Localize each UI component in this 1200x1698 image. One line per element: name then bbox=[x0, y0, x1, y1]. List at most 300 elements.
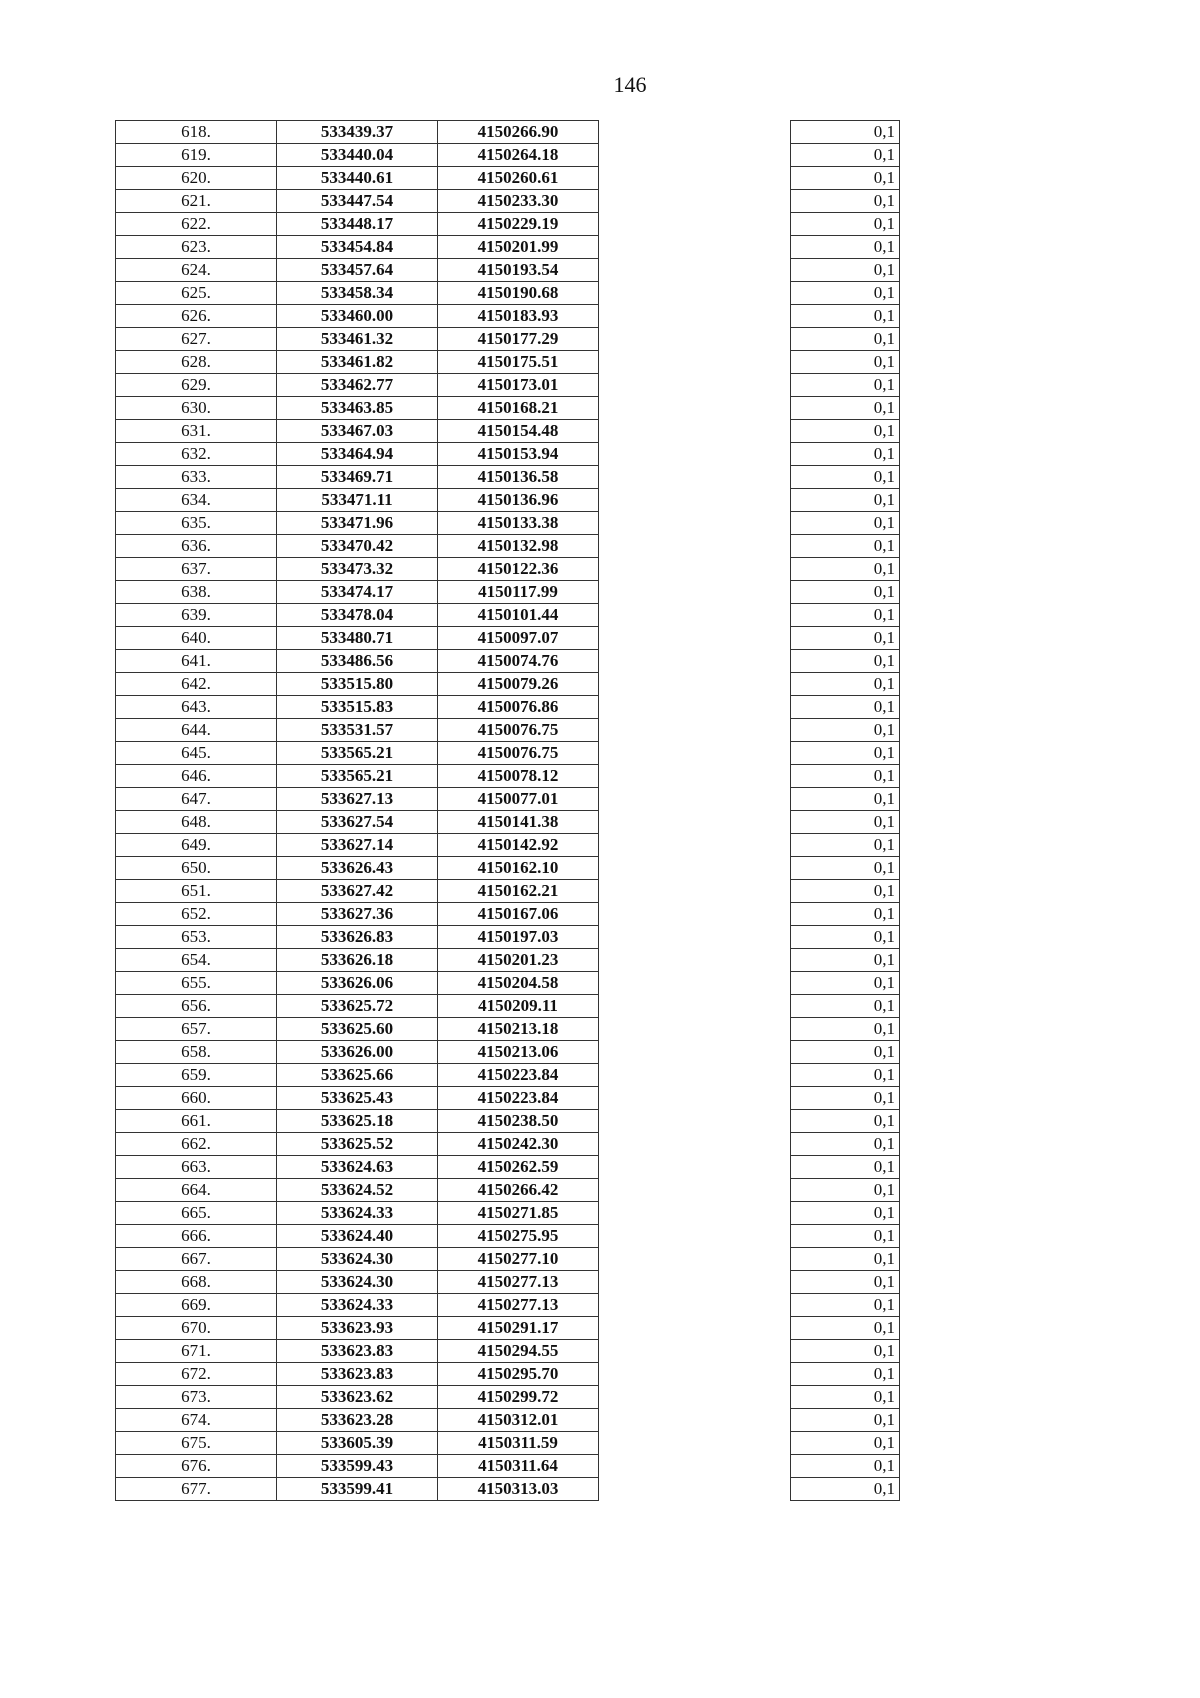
table-row bbox=[791, 1409, 900, 1432]
y-coordinate-cell: 4150078.12 bbox=[438, 765, 599, 788]
accuracy-cell: 0,1 bbox=[791, 1386, 900, 1409]
y-coordinate-cell: 4150162.10 bbox=[438, 857, 599, 880]
table-row bbox=[791, 489, 900, 512]
y-coordinate-cell: 4150201.99 bbox=[438, 236, 599, 259]
table-row bbox=[116, 1156, 599, 1179]
table-row bbox=[791, 1478, 900, 1501]
coordinates-table-body bbox=[116, 121, 599, 1501]
y-coordinate-cell: 4150141.38 bbox=[438, 811, 599, 834]
point-number-cell: 619. bbox=[116, 144, 277, 167]
y-coordinate-cell: 4150122.36 bbox=[438, 558, 599, 581]
y-coordinate-cell: 4150132.98 bbox=[438, 535, 599, 558]
y-coordinate-cell: 4150175.51 bbox=[438, 351, 599, 374]
x-coordinate-cell: 533624.30 bbox=[277, 1271, 438, 1294]
table-row bbox=[791, 466, 900, 489]
table-row bbox=[116, 1363, 599, 1386]
point-number-cell: 655. bbox=[116, 972, 277, 995]
table-row bbox=[116, 1478, 599, 1501]
table-row bbox=[116, 742, 599, 765]
table-row bbox=[116, 305, 599, 328]
y-coordinate-cell: 4150213.18 bbox=[438, 1018, 599, 1041]
table-row bbox=[116, 857, 599, 880]
accuracy-cell: 0,1 bbox=[791, 581, 900, 604]
point-number-cell: 658. bbox=[116, 1041, 277, 1064]
table-row bbox=[116, 1294, 599, 1317]
x-coordinate-cell: 533447.54 bbox=[277, 190, 438, 213]
point-number-cell: 631. bbox=[116, 420, 277, 443]
table-row bbox=[791, 581, 900, 604]
point-number-cell: 640. bbox=[116, 627, 277, 650]
point-number-cell: 624. bbox=[116, 259, 277, 282]
accuracy-cell: 0,1 bbox=[791, 926, 900, 949]
x-coordinate-cell: 533625.66 bbox=[277, 1064, 438, 1087]
x-coordinate-cell: 533623.83 bbox=[277, 1363, 438, 1386]
y-coordinate-cell: 4150313.03 bbox=[438, 1478, 599, 1501]
table-row bbox=[791, 995, 900, 1018]
accuracy-cell: 0,1 bbox=[791, 1248, 900, 1271]
point-number-cell: 656. bbox=[116, 995, 277, 1018]
table-row bbox=[116, 1432, 599, 1455]
point-number-cell: 623. bbox=[116, 236, 277, 259]
table-row bbox=[791, 420, 900, 443]
accuracy-cell: 0,1 bbox=[791, 673, 900, 696]
point-number-cell: 648. bbox=[116, 811, 277, 834]
accuracy-cell: 0,1 bbox=[791, 512, 900, 535]
y-coordinate-cell: 4150074.76 bbox=[438, 650, 599, 673]
accuracy-cell: 0,1 bbox=[791, 1018, 900, 1041]
table-row bbox=[116, 466, 599, 489]
x-coordinate-cell: 533627.14 bbox=[277, 834, 438, 857]
table-row bbox=[791, 1294, 900, 1317]
table-row bbox=[791, 627, 900, 650]
x-coordinate-cell: 533626.43 bbox=[277, 857, 438, 880]
point-number-cell: 638. bbox=[116, 581, 277, 604]
point-number-cell: 663. bbox=[116, 1156, 277, 1179]
point-number-cell: 641. bbox=[116, 650, 277, 673]
point-number-cell: 652. bbox=[116, 903, 277, 926]
accuracy-cell: 0,1 bbox=[791, 236, 900, 259]
point-number-cell: 630. bbox=[116, 397, 277, 420]
table-row bbox=[116, 1455, 599, 1478]
table-row bbox=[116, 1202, 599, 1225]
point-number-cell: 634. bbox=[116, 489, 277, 512]
table-row bbox=[116, 949, 599, 972]
y-coordinate-cell: 4150266.90 bbox=[438, 121, 599, 144]
table-row bbox=[116, 765, 599, 788]
table-row bbox=[116, 1179, 599, 1202]
table-row bbox=[791, 213, 900, 236]
table-row bbox=[116, 788, 599, 811]
point-number-cell: 620. bbox=[116, 167, 277, 190]
y-coordinate-cell: 4150076.75 bbox=[438, 742, 599, 765]
x-coordinate-cell: 533605.39 bbox=[277, 1432, 438, 1455]
table-row bbox=[116, 627, 599, 650]
table-row bbox=[791, 443, 900, 466]
table-row bbox=[116, 535, 599, 558]
table-row bbox=[116, 811, 599, 834]
x-coordinate-cell: 533460.00 bbox=[277, 305, 438, 328]
x-coordinate-cell: 533625.72 bbox=[277, 995, 438, 1018]
point-number-cell: 625. bbox=[116, 282, 277, 305]
table-row bbox=[116, 397, 599, 420]
table-row bbox=[116, 880, 599, 903]
x-coordinate-cell: 533478.04 bbox=[277, 604, 438, 627]
y-coordinate-cell: 4150136.96 bbox=[438, 489, 599, 512]
table-row bbox=[116, 719, 599, 742]
table-row bbox=[791, 1386, 900, 1409]
table-row bbox=[116, 1317, 599, 1340]
x-coordinate-cell: 533461.32 bbox=[277, 328, 438, 351]
table-row bbox=[791, 903, 900, 926]
table-row bbox=[116, 374, 599, 397]
x-coordinate-cell: 533626.00 bbox=[277, 1041, 438, 1064]
x-coordinate-cell: 533467.03 bbox=[277, 420, 438, 443]
y-coordinate-cell: 4150209.11 bbox=[438, 995, 599, 1018]
table-row bbox=[791, 374, 900, 397]
point-number-cell: 660. bbox=[116, 1087, 277, 1110]
y-coordinate-cell: 4150117.99 bbox=[438, 581, 599, 604]
point-number-cell: 645. bbox=[116, 742, 277, 765]
accuracy-cell: 0,1 bbox=[791, 765, 900, 788]
accuracy-cell: 0,1 bbox=[791, 397, 900, 420]
table-row bbox=[116, 1018, 599, 1041]
table-row bbox=[116, 351, 599, 374]
point-number-cell: 633. bbox=[116, 466, 277, 489]
table-row bbox=[791, 535, 900, 558]
table-row bbox=[791, 167, 900, 190]
y-coordinate-cell: 4150190.68 bbox=[438, 282, 599, 305]
y-coordinate-cell: 4150173.01 bbox=[438, 374, 599, 397]
y-coordinate-cell: 4150242.30 bbox=[438, 1133, 599, 1156]
table-row bbox=[791, 1202, 900, 1225]
accuracy-cell: 0,1 bbox=[791, 1133, 900, 1156]
y-coordinate-cell: 4150183.93 bbox=[438, 305, 599, 328]
y-coordinate-cell: 4150223.84 bbox=[438, 1064, 599, 1087]
point-number-cell: 659. bbox=[116, 1064, 277, 1087]
accuracy-cell: 0,1 bbox=[791, 420, 900, 443]
accuracy-cell: 0,1 bbox=[791, 1455, 900, 1478]
table-row bbox=[791, 397, 900, 420]
y-coordinate-cell: 4150311.64 bbox=[438, 1455, 599, 1478]
table-row bbox=[791, 1317, 900, 1340]
x-coordinate-cell: 533474.17 bbox=[277, 581, 438, 604]
accuracy-cell: 0,1 bbox=[791, 1110, 900, 1133]
x-coordinate-cell: 533471.11 bbox=[277, 489, 438, 512]
accuracy-cell: 0,1 bbox=[791, 351, 900, 374]
y-coordinate-cell: 4150223.84 bbox=[438, 1087, 599, 1110]
accuracy-cell: 0,1 bbox=[791, 558, 900, 581]
table-row bbox=[116, 903, 599, 926]
table-row bbox=[791, 857, 900, 880]
x-coordinate-cell: 533624.33 bbox=[277, 1202, 438, 1225]
accuracy-cell: 0,1 bbox=[791, 604, 900, 627]
table-row bbox=[791, 765, 900, 788]
x-coordinate-cell: 533626.83 bbox=[277, 926, 438, 949]
y-coordinate-cell: 4150238.50 bbox=[438, 1110, 599, 1133]
x-coordinate-cell: 533473.32 bbox=[277, 558, 438, 581]
accuracy-column-table bbox=[790, 120, 900, 1501]
x-coordinate-cell: 533461.82 bbox=[277, 351, 438, 374]
table-row bbox=[791, 788, 900, 811]
x-coordinate-cell: 533627.36 bbox=[277, 903, 438, 926]
point-number-cell: 647. bbox=[116, 788, 277, 811]
accuracy-cell: 0,1 bbox=[791, 167, 900, 190]
table-row bbox=[116, 581, 599, 604]
table-row bbox=[116, 121, 599, 144]
accuracy-cell: 0,1 bbox=[791, 305, 900, 328]
table-row bbox=[791, 558, 900, 581]
table-row bbox=[116, 1041, 599, 1064]
y-coordinate-cell: 4150277.13 bbox=[438, 1271, 599, 1294]
accuracy-cell: 0,1 bbox=[791, 811, 900, 834]
table-row bbox=[116, 282, 599, 305]
table-row bbox=[116, 1271, 599, 1294]
accuracy-cell: 0,1 bbox=[791, 742, 900, 765]
y-coordinate-cell: 4150201.23 bbox=[438, 949, 599, 972]
x-coordinate-cell: 533486.56 bbox=[277, 650, 438, 673]
table-row bbox=[116, 213, 599, 236]
point-number-cell: 675. bbox=[116, 1432, 277, 1455]
x-coordinate-cell: 533471.96 bbox=[277, 512, 438, 535]
x-coordinate-cell: 533599.43 bbox=[277, 1455, 438, 1478]
x-coordinate-cell: 533625.18 bbox=[277, 1110, 438, 1133]
accuracy-cell: 0,1 bbox=[791, 259, 900, 282]
x-coordinate-cell: 533565.21 bbox=[277, 742, 438, 765]
table-row bbox=[791, 1041, 900, 1064]
table-row bbox=[791, 1248, 900, 1271]
x-coordinate-cell: 533480.71 bbox=[277, 627, 438, 650]
table-row bbox=[116, 1225, 599, 1248]
accuracy-cell: 0,1 bbox=[791, 443, 900, 466]
x-coordinate-cell: 533469.71 bbox=[277, 466, 438, 489]
table-row bbox=[791, 650, 900, 673]
table-row bbox=[791, 949, 900, 972]
y-coordinate-cell: 4150167.06 bbox=[438, 903, 599, 926]
table-row bbox=[116, 328, 599, 351]
accuracy-cell: 0,1 bbox=[791, 949, 900, 972]
table-row bbox=[791, 259, 900, 282]
table-row bbox=[116, 926, 599, 949]
table-row bbox=[791, 1179, 900, 1202]
y-coordinate-cell: 4150168.21 bbox=[438, 397, 599, 420]
y-coordinate-cell: 4150229.19 bbox=[438, 213, 599, 236]
point-number-cell: 661. bbox=[116, 1110, 277, 1133]
x-coordinate-cell: 533623.83 bbox=[277, 1340, 438, 1363]
y-coordinate-cell: 4150197.03 bbox=[438, 926, 599, 949]
y-coordinate-cell: 4150076.75 bbox=[438, 719, 599, 742]
table-row bbox=[791, 1133, 900, 1156]
accuracy-cell: 0,1 bbox=[791, 1294, 900, 1317]
point-number-cell: 643. bbox=[116, 696, 277, 719]
table-row bbox=[116, 1386, 599, 1409]
point-number-cell: 646. bbox=[116, 765, 277, 788]
y-coordinate-cell: 4150299.72 bbox=[438, 1386, 599, 1409]
y-coordinate-cell: 4150277.13 bbox=[438, 1294, 599, 1317]
y-coordinate-cell: 4150204.58 bbox=[438, 972, 599, 995]
point-number-cell: 673. bbox=[116, 1386, 277, 1409]
table-row bbox=[791, 673, 900, 696]
point-number-cell: 635. bbox=[116, 512, 277, 535]
table-row bbox=[116, 650, 599, 673]
y-coordinate-cell: 4150295.70 bbox=[438, 1363, 599, 1386]
point-number-cell: 651. bbox=[116, 880, 277, 903]
accuracy-cell: 0,1 bbox=[791, 1041, 900, 1064]
table-row bbox=[116, 995, 599, 1018]
x-coordinate-cell: 533623.93 bbox=[277, 1317, 438, 1340]
table-row bbox=[116, 834, 599, 857]
y-coordinate-cell: 4150233.30 bbox=[438, 190, 599, 213]
point-number-cell: 677. bbox=[116, 1478, 277, 1501]
x-coordinate-cell: 533470.42 bbox=[277, 535, 438, 558]
x-coordinate-cell: 533463.85 bbox=[277, 397, 438, 420]
point-number-cell: 654. bbox=[116, 949, 277, 972]
y-coordinate-cell: 4150153.94 bbox=[438, 443, 599, 466]
table-row bbox=[791, 1340, 900, 1363]
x-coordinate-cell: 533531.57 bbox=[277, 719, 438, 742]
accuracy-cell: 0,1 bbox=[791, 719, 900, 742]
point-number-cell: 650. bbox=[116, 857, 277, 880]
table-row bbox=[791, 144, 900, 167]
point-number-cell: 674. bbox=[116, 1409, 277, 1432]
point-number-cell: 676. bbox=[116, 1455, 277, 1478]
table-row bbox=[116, 236, 599, 259]
y-coordinate-cell: 4150136.58 bbox=[438, 466, 599, 489]
point-number-cell: 627. bbox=[116, 328, 277, 351]
point-number-cell: 636. bbox=[116, 535, 277, 558]
y-coordinate-cell: 4150277.10 bbox=[438, 1248, 599, 1271]
x-coordinate-cell: 533626.06 bbox=[277, 972, 438, 995]
y-coordinate-cell: 4150312.01 bbox=[438, 1409, 599, 1432]
table-row bbox=[791, 834, 900, 857]
table-row bbox=[791, 121, 900, 144]
point-number-cell: 662. bbox=[116, 1133, 277, 1156]
table-row bbox=[791, 236, 900, 259]
table-row bbox=[116, 673, 599, 696]
accuracy-cell: 0,1 bbox=[791, 788, 900, 811]
table-row bbox=[791, 604, 900, 627]
y-coordinate-cell: 4150177.29 bbox=[438, 328, 599, 351]
table-row bbox=[116, 259, 599, 282]
accuracy-cell: 0,1 bbox=[791, 972, 900, 995]
point-number-cell: 621. bbox=[116, 190, 277, 213]
accuracy-cell: 0,1 bbox=[791, 1064, 900, 1087]
table-row bbox=[791, 1110, 900, 1133]
table-row bbox=[116, 489, 599, 512]
table-row bbox=[791, 328, 900, 351]
y-coordinate-cell: 4150262.59 bbox=[438, 1156, 599, 1179]
point-number-cell: 632. bbox=[116, 443, 277, 466]
table-row bbox=[791, 880, 900, 903]
x-coordinate-cell: 533626.18 bbox=[277, 949, 438, 972]
y-coordinate-cell: 4150079.26 bbox=[438, 673, 599, 696]
y-coordinate-cell: 4150076.86 bbox=[438, 696, 599, 719]
accuracy-cell: 0,1 bbox=[791, 1156, 900, 1179]
table-row bbox=[116, 558, 599, 581]
accuracy-cell: 0,1 bbox=[791, 489, 900, 512]
table-row bbox=[791, 512, 900, 535]
table-row bbox=[116, 1064, 599, 1087]
accuracy-cell: 0,1 bbox=[791, 1225, 900, 1248]
point-number-cell: 670. bbox=[116, 1317, 277, 1340]
table-row bbox=[791, 1225, 900, 1248]
x-coordinate-cell: 533624.30 bbox=[277, 1248, 438, 1271]
table-row bbox=[791, 1018, 900, 1041]
x-coordinate-cell: 533625.60 bbox=[277, 1018, 438, 1041]
point-number-cell: 669. bbox=[116, 1294, 277, 1317]
accuracy-cell: 0,1 bbox=[791, 213, 900, 236]
point-number-cell: 628. bbox=[116, 351, 277, 374]
accuracy-cell: 0,1 bbox=[791, 1432, 900, 1455]
accuracy-cell: 0,1 bbox=[791, 1317, 900, 1340]
point-number-cell: 666. bbox=[116, 1225, 277, 1248]
y-coordinate-cell: 4150142.92 bbox=[438, 834, 599, 857]
table-row bbox=[791, 972, 900, 995]
point-number-cell: 664. bbox=[116, 1179, 277, 1202]
x-coordinate-cell: 533448.17 bbox=[277, 213, 438, 236]
y-coordinate-cell: 4150311.59 bbox=[438, 1432, 599, 1455]
y-coordinate-cell: 4150264.18 bbox=[438, 144, 599, 167]
x-coordinate-cell: 533623.62 bbox=[277, 1386, 438, 1409]
accuracy-cell: 0,1 bbox=[791, 328, 900, 351]
x-coordinate-cell: 533624.52 bbox=[277, 1179, 438, 1202]
accuracy-cell: 0,1 bbox=[791, 1202, 900, 1225]
accuracy-cell: 0,1 bbox=[791, 144, 900, 167]
x-coordinate-cell: 533627.54 bbox=[277, 811, 438, 834]
table-row bbox=[791, 926, 900, 949]
accuracy-cell: 0,1 bbox=[791, 1363, 900, 1386]
table-row bbox=[116, 1133, 599, 1156]
accuracy-cell: 0,1 bbox=[791, 696, 900, 719]
table-row bbox=[791, 190, 900, 213]
x-coordinate-cell: 533440.04 bbox=[277, 144, 438, 167]
y-coordinate-cell: 4150162.21 bbox=[438, 880, 599, 903]
x-coordinate-cell: 533457.64 bbox=[277, 259, 438, 282]
x-coordinate-cell: 533624.63 bbox=[277, 1156, 438, 1179]
x-coordinate-cell: 533624.40 bbox=[277, 1225, 438, 1248]
y-coordinate-cell: 4150291.17 bbox=[438, 1317, 599, 1340]
table-row bbox=[791, 282, 900, 305]
y-coordinate-cell: 4150193.54 bbox=[438, 259, 599, 282]
table-row bbox=[791, 1064, 900, 1087]
table-row bbox=[116, 443, 599, 466]
table-row bbox=[791, 811, 900, 834]
accuracy-cell: 0,1 bbox=[791, 857, 900, 880]
point-number-cell: 649. bbox=[116, 834, 277, 857]
x-coordinate-cell: 533454.84 bbox=[277, 236, 438, 259]
x-coordinate-cell: 533624.33 bbox=[277, 1294, 438, 1317]
point-number-cell: 618. bbox=[116, 121, 277, 144]
table-row bbox=[116, 144, 599, 167]
point-number-cell: 622. bbox=[116, 213, 277, 236]
x-coordinate-cell: 533625.43 bbox=[277, 1087, 438, 1110]
y-coordinate-cell: 4150294.55 bbox=[438, 1340, 599, 1363]
y-coordinate-cell: 4150097.07 bbox=[438, 627, 599, 650]
point-number-cell: 665. bbox=[116, 1202, 277, 1225]
y-coordinate-cell: 4150275.95 bbox=[438, 1225, 599, 1248]
coordinates-table bbox=[115, 120, 599, 1501]
x-coordinate-cell: 533462.77 bbox=[277, 374, 438, 397]
table-row bbox=[116, 604, 599, 627]
x-coordinate-cell: 533515.80 bbox=[277, 673, 438, 696]
y-coordinate-cell: 4150101.44 bbox=[438, 604, 599, 627]
y-coordinate-cell: 4150271.85 bbox=[438, 1202, 599, 1225]
page-number: 146 bbox=[613, 72, 647, 97]
point-number-cell: 642. bbox=[116, 673, 277, 696]
point-number-cell: 671. bbox=[116, 1340, 277, 1363]
accuracy-cell: 0,1 bbox=[791, 1478, 900, 1501]
table-row bbox=[791, 1455, 900, 1478]
x-coordinate-cell: 533565.21 bbox=[277, 765, 438, 788]
